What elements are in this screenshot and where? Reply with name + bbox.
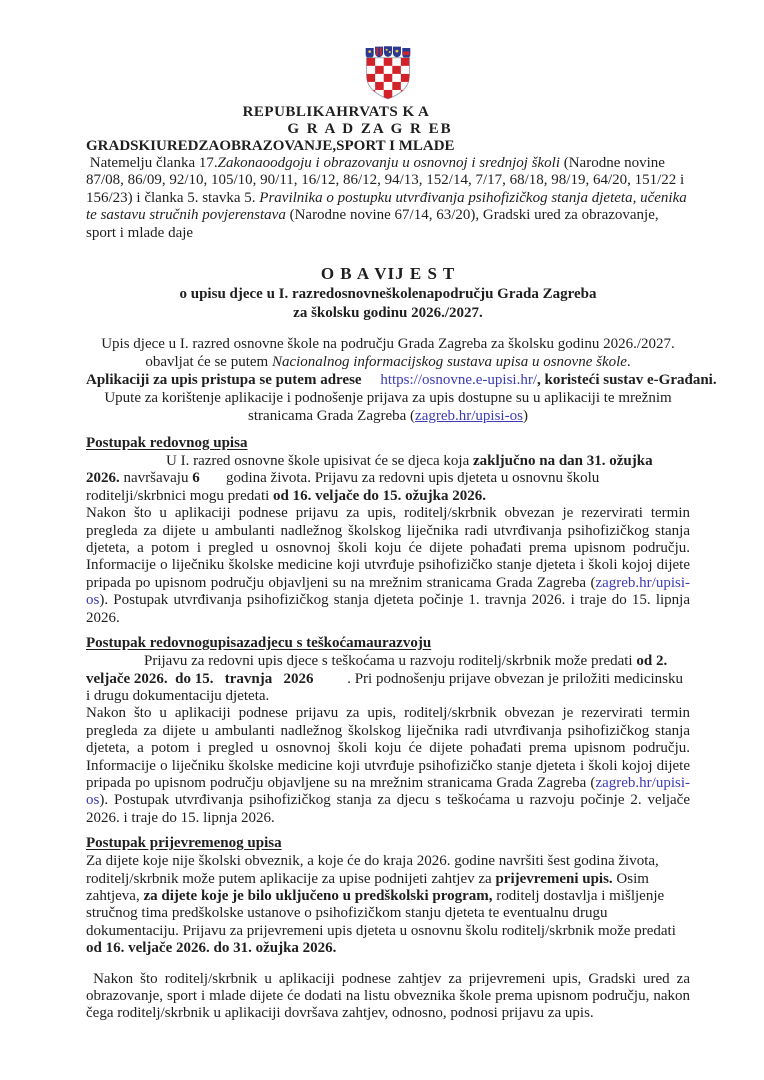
zagreb-upisi-link[interactable]: zagreb.hr/upisi-os bbox=[86, 774, 690, 809]
lead-run: stranicama Grada Zagreba ( bbox=[248, 408, 416, 425]
office-title: GRADSKIUREDZAOBRAZOVANJE,SPORT I MLADE bbox=[86, 138, 455, 154]
text-run: ). Postupak utvrđivanja psihofizičkog stanja djeteta počinje 1. travnja 2026. i traje do 15. lipnja 2026. bbox=[86, 592, 690, 626]
zagreb-upisi-link[interactable]: zagreb.hr/upisi-os bbox=[415, 408, 523, 425]
period-bold: od 16. veljače 2026. do 31. ožujka 2026. bbox=[86, 940, 337, 957]
section-early-enrollment bbox=[86, 834, 690, 1023]
legal-run-1: Natemelju članka 17. bbox=[86, 155, 218, 171]
lead-run: ) bbox=[522, 408, 528, 425]
deadline-bold: zaključno na dan 31. ožujka 2026. bbox=[86, 453, 653, 487]
lead-bold-run: , koristeći sustav e-Građani. bbox=[537, 372, 717, 389]
document-header bbox=[86, 45, 690, 155]
e-upisi-link[interactable]: https://osnovne.e-upisi.hr/ bbox=[380, 372, 538, 389]
spacer bbox=[362, 372, 381, 388]
period-bold: od 2. veljače 2026. do 15. travnja 2026 bbox=[86, 653, 668, 687]
text-run: Za dijete koje nije školski obveznik, a koje će do kraja 2026. godine navršiti šest godina života, roditelj/skrbnik može putem aplikacije za upise podnijeti zahtjev za bbox=[86, 853, 659, 887]
difficulties-p1 bbox=[86, 653, 690, 705]
notice-title-block bbox=[86, 263, 690, 322]
rulebook-title-italic: Pravilnika o postupku utvrđivanja psihofizičkog stanja djeteta, učenika te sastavu stručnih povjerenstava bbox=[86, 189, 687, 224]
system-name-italic: Nacionalnog informacijskog sustava upisa u osnovne škole bbox=[271, 354, 627, 371]
lead-line-3 bbox=[86, 371, 717, 389]
section-regular-enrollment bbox=[86, 434, 690, 627]
text-run: . Pri podnošenju prijave obvezan je priložiti medicinsku i drugu dokumentaciju djeteta. bbox=[86, 670, 683, 704]
zagreb-upisi-link[interactable]: zagreb.hr/upisi-os bbox=[86, 574, 690, 609]
text-run: Osim zahtjeva, bbox=[86, 870, 649, 904]
croatia-coat-of-arms-icon bbox=[363, 45, 413, 101]
text-run: roditelj dostavlja i mišljenje stručnog tima predškolske ustanove o psihofizičkom stanju djeteta te eventualnu drugu dokumentaciju. Prijavu za prijevremeni upis djeteta u osnovnu školu roditelj/skrbnik može predati bbox=[86, 887, 676, 939]
text-run: navršavaju bbox=[119, 470, 193, 487]
period-bold: od 16. veljače do 15. ožujka 2026. bbox=[273, 487, 486, 504]
legal-basis-paragraph bbox=[86, 155, 690, 242]
text-run: Prijavu za redovni upis djece s teškoćama u razvoju roditelj/skrbnik može predati bbox=[144, 653, 637, 670]
lead-line-5 bbox=[86, 407, 690, 425]
regular-p2 bbox=[86, 505, 690, 627]
legal-run-3: (Narodne novine 67/14, 63/20), Gradski ured za obrazovanje, sport i mlade daje bbox=[86, 207, 659, 241]
early-enrollment-bold: prijevremeni upis. bbox=[495, 870, 613, 887]
lead-block bbox=[86, 335, 717, 425]
early-p2: Nakon što roditelj/skrbnik u aplikaciji podnese zahtjev za prijevremeni upis, Gradski ured za obrazovanje, sport i mlade dijete će dodati na listu obveznika škole prema upisnom području, nakon čega roditelj/skrbnik u aplikaciji dovršava zahtjev, odnosno, podnosi prijavu za upis. bbox=[86, 970, 690, 1022]
section-heading-difficulties: Postupak redovnogupisazadjecu s teškoćamaurazvoju bbox=[86, 635, 432, 652]
lead-line-4: Upute za korištenje aplikacije i podnošenje prijava za upis dostupne su u aplikaciji te mrežnim bbox=[104, 390, 672, 407]
text-run: U I. razred osnovne škole upisivat će se djeca koja bbox=[166, 453, 473, 470]
crest-shield bbox=[367, 58, 410, 99]
difficulties-p2 bbox=[86, 705, 690, 827]
section-heading-regular: Postupak redovnog upisa bbox=[86, 435, 248, 452]
section-heading-early: Postupak prijevremenog upisa bbox=[86, 835, 282, 852]
republic-title: REPUBLIKAHRVATS K A bbox=[242, 104, 430, 120]
text-run: godina života. Prijavu za redovni upis djeteta u osnovnu školu roditelji/skrbnici mogu predati bbox=[86, 470, 600, 504]
notice-title: O B A VIJ E S T bbox=[320, 264, 456, 284]
early-p1 bbox=[86, 853, 690, 957]
lead-run: . bbox=[626, 354, 631, 371]
preschool-bold: za dijete koje je bilo uključeno u predškolski program, bbox=[143, 887, 493, 904]
city-title: G R A D ZA G R EB bbox=[287, 121, 453, 137]
text-run: Nakon što u aplikaciji podnese prijavu za upis, roditelj/skrbnik obvezan je rezervirati termin pregleda za dijete u ambulanti nadležnog školskog liječnika radi utvrđivanja psihofizičkog stanja djeteta, a potom i pregled u osnovnoj školi koju će dijete pohađati prema upisnom području. Informacije o liječniku školske medicine koji utvrđuje psihofizičko stanje djeteta i školi kojoj dijete pripada po upisnom području objavljene su na mrežnim stranicama Grada Zagreba ( bbox=[86, 705, 690, 791]
notice-subtitle-1: o upisu djece u I. razredosnovneškolenapodručju Grada Zagreba bbox=[179, 286, 597, 303]
section-difficulties-enrollment bbox=[86, 634, 690, 827]
legal-run-2: (Narodne novine 87/08, 86/09, 92/10, 105/10, 90/11, 16/12, 86/12, 94/13, 152/14, 7/17, 68/18, 98/19, 64/20, 151/22 i 156/23) i članka 5. stavka 5. bbox=[86, 155, 685, 206]
lead-line-1: Upis djece u I. razred osnovne škole na području Grada Zagreba za školsku godinu 2026./2027. bbox=[101, 336, 675, 353]
lead-line-2 bbox=[86, 353, 690, 371]
notice-subtitle-2: za školsku godinu 2026./2027. bbox=[293, 304, 483, 321]
law-title-italic: Zakonaoodgoju i obrazovanju u osnovnoj i srednjoj školi bbox=[217, 155, 560, 171]
lead-run: obavljat će se putem bbox=[145, 354, 272, 371]
regular-p1 bbox=[86, 453, 690, 505]
age-bold: 6 bbox=[192, 470, 200, 487]
text-run: ). Postupak utvrđivanja psihofizičkog stanja za djecu s teškoćama u razvoju počinje 2. veljače 2026. i traje do 15. lipnja 2026. bbox=[86, 792, 690, 826]
lead-bold-run: Aplikaciji za upis pristupa se putem adrese bbox=[86, 372, 362, 389]
text-run: Nakon što u aplikaciji podnese prijavu za upis, roditelj/skrbnik obvezan je rezervirati termin pregleda za dijete u ambulanti nadležnog školskog liječnika radi utvrđivanja psihofizičkog stanja djeteta, a potom i pregled u osnovnoj školi koju će dijete pohađati prema upisnom području. Informacije o liječniku školske medicine koji utvrđuje psihofizičko stanje djeteta i školi kojoj dijete pripada po upisnom području objavljeni su na mrežnim stranicama Grada Zagreba ( bbox=[86, 505, 690, 591]
crest-crown bbox=[366, 46, 411, 59]
